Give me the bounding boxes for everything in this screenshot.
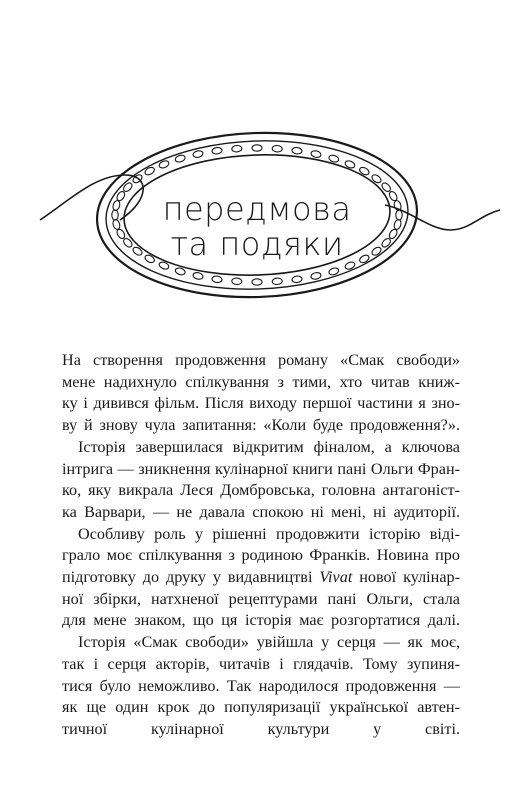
ornament-loop [328,154,339,163]
paragraph-2 [62,437,460,524]
ornament-loop [252,279,262,285]
text-line: грало моє спілкування з родиною Франків. Новина про [62,546,460,565]
text-line [62,567,460,589]
text-line: Історія завершилася відкритим фіналом, а ключова [78,437,460,456]
ornament-loop [292,147,303,155]
ornament-loop [292,275,303,283]
ornament-loop [272,145,282,152]
text-line: ко, яку викрала Леся Домбровська, головна антагоніст- [62,481,460,500]
ornament-loop [232,145,242,152]
text-line: Особливу роль у рішенні продовжити історію віді- [78,524,460,543]
text-line: ку і дивився фільм. Після виходу першої частини я зно- [62,394,460,413]
text-line: ної збірки, натхненої рецептурами пані Ольги, стала [62,589,460,608]
ornament-loop [272,278,282,285]
ornament-loop [174,267,185,276]
ornament-loop [232,278,242,285]
text-segment: нової кулінар- [352,568,460,587]
ornament-loop [252,145,262,151]
text-line: як ще один крок до популяризації української автен- [62,698,460,717]
ornament-loop [328,267,339,276]
text-line: інтрига — зникнення кулінарної книги пані Ольги Фран- [62,459,460,478]
ornament-loop [212,147,223,155]
ornament-loop [310,150,321,158]
ornament-loop [192,272,203,280]
text-line: для мене знаком, що ця історія має розгортатися далі. [62,611,460,630]
ornament-loop [174,154,185,163]
publisher-name: Vivat [319,568,353,587]
text-line: Історія «Смак свободи» увійшла у серця — як моє, [78,633,460,652]
text-line: тися було неможливо. Так народилося продовження — [62,676,460,695]
text-segment: підготовку до друку у видавництві [62,568,320,587]
chapter-title-line-1: передмова [162,190,352,228]
text-line: На створення продовження роману «Смак свободи» [62,351,460,369]
text-line: тичної кулінарної культури у світі. [62,719,460,738]
chapter-title-line-2: та подяки [170,225,344,263]
body-text [62,350,460,741]
paragraph-4 [62,632,460,741]
text-line: ву й знову чула запитання: «Коли буде продовження?». [62,416,460,435]
ornament-loop [212,275,223,283]
paragraph-3 [62,524,460,633]
text-line: так і серця акторів, читачів і глядачів. Тому зупиня- [62,654,460,673]
ornament-loop [192,150,203,158]
ornament-loop [310,272,321,280]
text-line: ка Варвари, — не давала спокою ні мені, ні аудиторії. [62,502,460,521]
paragraph-1 [62,350,460,437]
text-line: мене надихнуло спілкування з тими, хто читав книж- [62,372,460,391]
